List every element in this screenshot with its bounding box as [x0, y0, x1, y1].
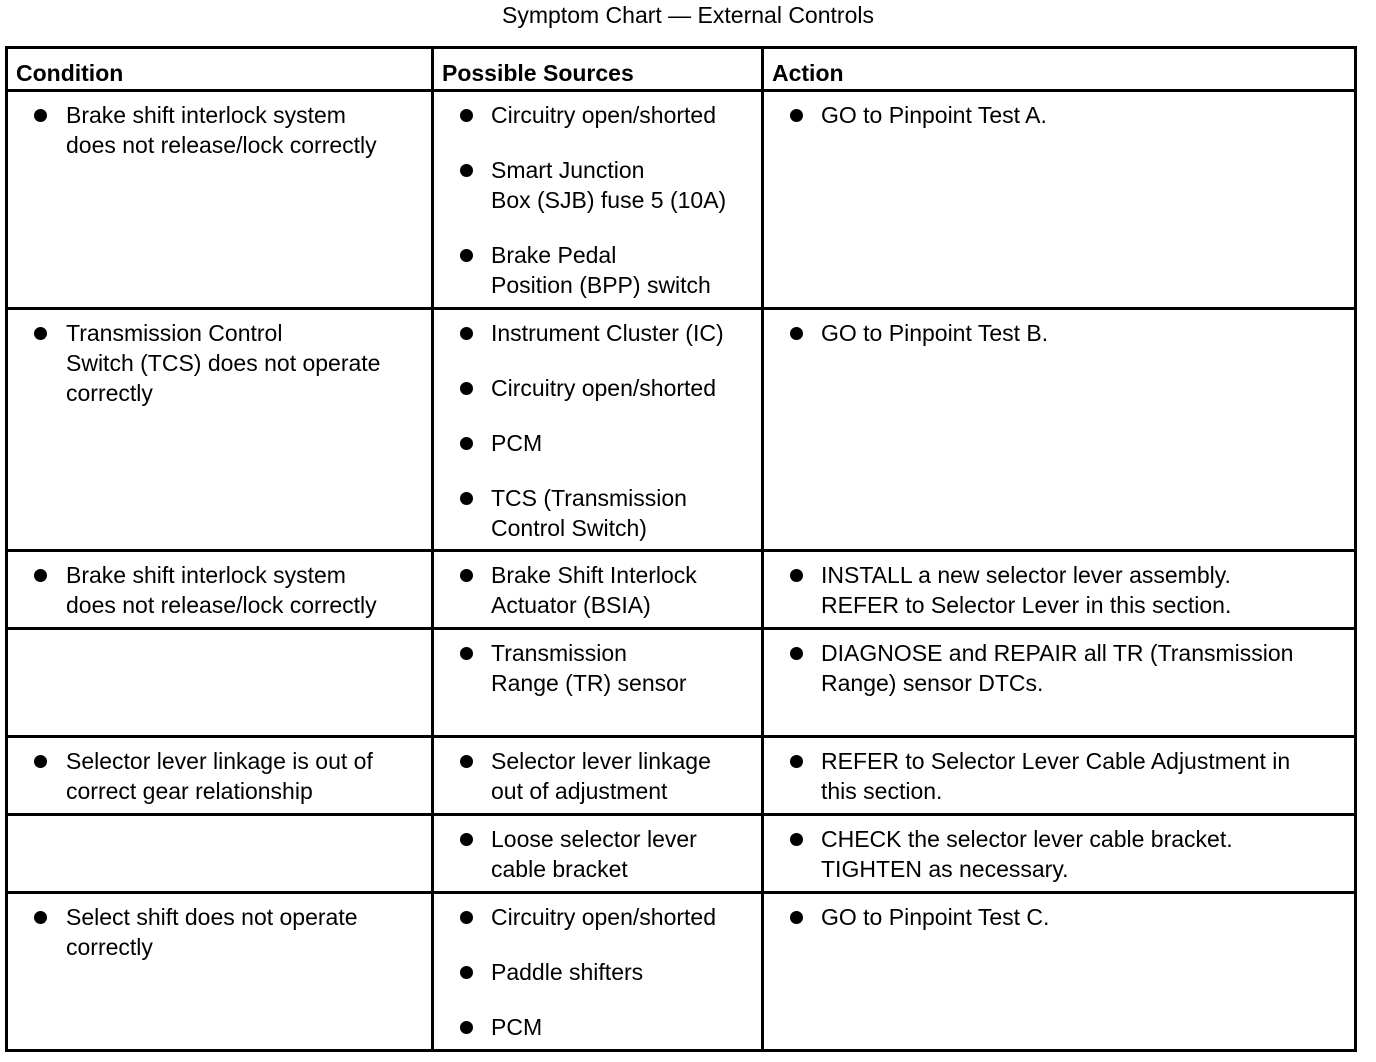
list-item	[434, 746, 761, 806]
table-row	[7, 737, 1356, 815]
bullet-icon	[790, 647, 803, 660]
list-item-text: Transmission Control Switch (TCS) does not operate correctly	[66, 320, 381, 406]
list-item-text: Transmission Range (TR) sensor	[491, 640, 687, 696]
list-item	[434, 638, 761, 698]
condition-list	[8, 92, 431, 166]
header-condition: Condition	[7, 48, 433, 91]
cell-action	[763, 91, 1356, 309]
bullet-icon	[460, 966, 473, 979]
bullet-icon	[460, 647, 473, 660]
bullet-icon	[460, 109, 473, 122]
list-item-text: CHECK the selector lever cable bracket. TIGHTEN as necessary.	[821, 826, 1233, 882]
bullet-icon	[34, 755, 47, 768]
bullet-icon	[34, 327, 47, 340]
bullet-icon	[460, 382, 473, 395]
bullet-icon	[790, 109, 803, 122]
list-item	[8, 746, 431, 806]
bullet-icon	[790, 327, 803, 340]
bullet-icon	[460, 569, 473, 582]
cell-condition	[7, 551, 433, 629]
bullet-icon	[460, 437, 473, 450]
bullet-icon	[34, 911, 47, 924]
list-item-text: Circuitry open/shorted	[491, 375, 716, 401]
action-list	[764, 552, 1354, 626]
sources-list	[434, 816, 761, 890]
list-item	[764, 638, 1354, 698]
list-item	[764, 318, 1354, 348]
list-item-text: REFER to Selector Lever Cable Adjustment in this section.	[821, 748, 1291, 804]
table-body	[7, 91, 1356, 1051]
list-item-text: Brake Shift Interlock Actuator (BSIA)	[491, 562, 697, 618]
cell-action	[763, 815, 1356, 893]
list-item	[764, 902, 1354, 932]
bullet-icon	[460, 249, 473, 262]
list-item-text: GO to Pinpoint Test B.	[821, 320, 1049, 346]
sources-list	[434, 630, 761, 704]
cell-action	[763, 551, 1356, 629]
cell-action	[763, 737, 1356, 815]
list-item-text: GO to Pinpoint Test A.	[821, 102, 1047, 128]
bullet-icon	[34, 569, 47, 582]
table-row	[7, 815, 1356, 893]
action-list	[764, 894, 1354, 938]
cell-condition	[7, 815, 433, 893]
list-item-text: Select shift does not operate correctly	[66, 904, 358, 960]
table-row	[7, 629, 1356, 737]
action-list	[764, 738, 1354, 812]
list-item	[434, 240, 761, 300]
symptom-chart-table	[5, 46, 1357, 1052]
action-list	[764, 630, 1354, 704]
action-list	[764, 816, 1354, 890]
list-item	[8, 100, 431, 160]
list-item	[434, 1012, 761, 1042]
cell-sources	[433, 91, 763, 309]
list-item-text: Loose selector lever cable bracket	[491, 826, 697, 882]
condition-list	[8, 894, 431, 968]
cell-action	[763, 309, 1356, 551]
bullet-icon	[460, 1021, 473, 1034]
list-item-text: PCM	[491, 430, 543, 456]
list-item	[764, 746, 1354, 806]
list-item	[434, 155, 761, 215]
list-item-text: Circuitry open/shorted	[491, 904, 716, 930]
list-item	[764, 100, 1354, 130]
cell-sources	[433, 893, 763, 1051]
cell-sources	[433, 737, 763, 815]
table-row	[7, 309, 1356, 551]
list-item	[8, 560, 431, 620]
cell-condition	[7, 629, 433, 737]
table-row	[7, 91, 1356, 309]
list-item-text: Circuitry open/shorted	[491, 102, 716, 128]
list-item-text: GO to Pinpoint Test C.	[821, 904, 1050, 930]
list-item-text: DIAGNOSE and REPAIR all TR (Transmission Range) sensor DTCs.	[821, 640, 1294, 696]
list-item-text: Brake Pedal Position (BPP) switch	[491, 242, 711, 298]
list-item-text: Selector lever linkage out of adjustment	[491, 748, 711, 804]
table-row	[7, 551, 1356, 629]
bullet-icon	[790, 755, 803, 768]
list-item	[764, 824, 1354, 884]
list-item-text: PCM	[491, 1014, 543, 1040]
bullet-icon	[460, 492, 473, 505]
cell-sources	[433, 551, 763, 629]
list-item-text: TCS (Transmission Control Switch)	[491, 485, 687, 541]
list-item-text: Selector lever linkage is out of correct gear relationship	[66, 748, 373, 804]
bullet-icon	[790, 569, 803, 582]
sources-list	[434, 552, 761, 626]
condition-list	[8, 738, 431, 812]
table-row	[7, 893, 1356, 1051]
header-row	[7, 48, 1356, 91]
list-item	[8, 902, 431, 962]
sources-list	[434, 92, 761, 306]
action-list	[764, 310, 1354, 354]
header-action: Action	[763, 48, 1356, 91]
bullet-icon	[790, 833, 803, 846]
cell-condition	[7, 309, 433, 551]
list-item	[434, 318, 761, 348]
cell-sources	[433, 815, 763, 893]
bullet-icon	[790, 911, 803, 924]
list-item	[434, 824, 761, 884]
list-item	[434, 483, 761, 543]
list-item	[434, 428, 761, 458]
sources-list	[434, 738, 761, 812]
cell-action	[763, 629, 1356, 737]
list-item	[764, 560, 1354, 620]
sources-list	[434, 310, 761, 549]
cell-condition	[7, 737, 433, 815]
chart-caption: Symptom Chart — External Controls	[502, 2, 874, 28]
list-item-text: INSTALL a new selector lever assembly. REFER to Selector Lever in this section.	[821, 562, 1232, 618]
list-item-text: Smart Junction Box (SJB) fuse 5 (10A)	[491, 157, 727, 213]
action-list	[764, 92, 1354, 136]
list-item	[434, 902, 761, 932]
sources-list	[434, 894, 761, 1048]
list-item	[434, 560, 761, 620]
header-possible-sources: Possible Sources	[433, 48, 763, 91]
cell-condition	[7, 91, 433, 309]
bullet-icon	[460, 833, 473, 846]
bullet-icon	[460, 327, 473, 340]
condition-list	[8, 552, 431, 626]
list-item	[434, 957, 761, 987]
list-item-text: Instrument Cluster (IC)	[491, 320, 724, 346]
list-item-text: Paddle shifters	[491, 959, 644, 985]
bullet-icon	[460, 911, 473, 924]
bullet-icon	[34, 109, 47, 122]
list-item	[434, 100, 761, 130]
list-item	[434, 373, 761, 403]
bullet-icon	[460, 755, 473, 768]
list-item	[8, 318, 431, 408]
condition-list	[8, 310, 431, 414]
cell-condition	[7, 893, 433, 1051]
cell-action	[763, 893, 1356, 1051]
cell-sources	[433, 309, 763, 551]
cell-sources	[433, 629, 763, 737]
list-item-text: Brake shift interlock system does not release/lock correctly	[66, 102, 377, 158]
list-item-text: Brake shift interlock system does not release/lock correctly	[66, 562, 377, 618]
bullet-icon	[460, 164, 473, 177]
